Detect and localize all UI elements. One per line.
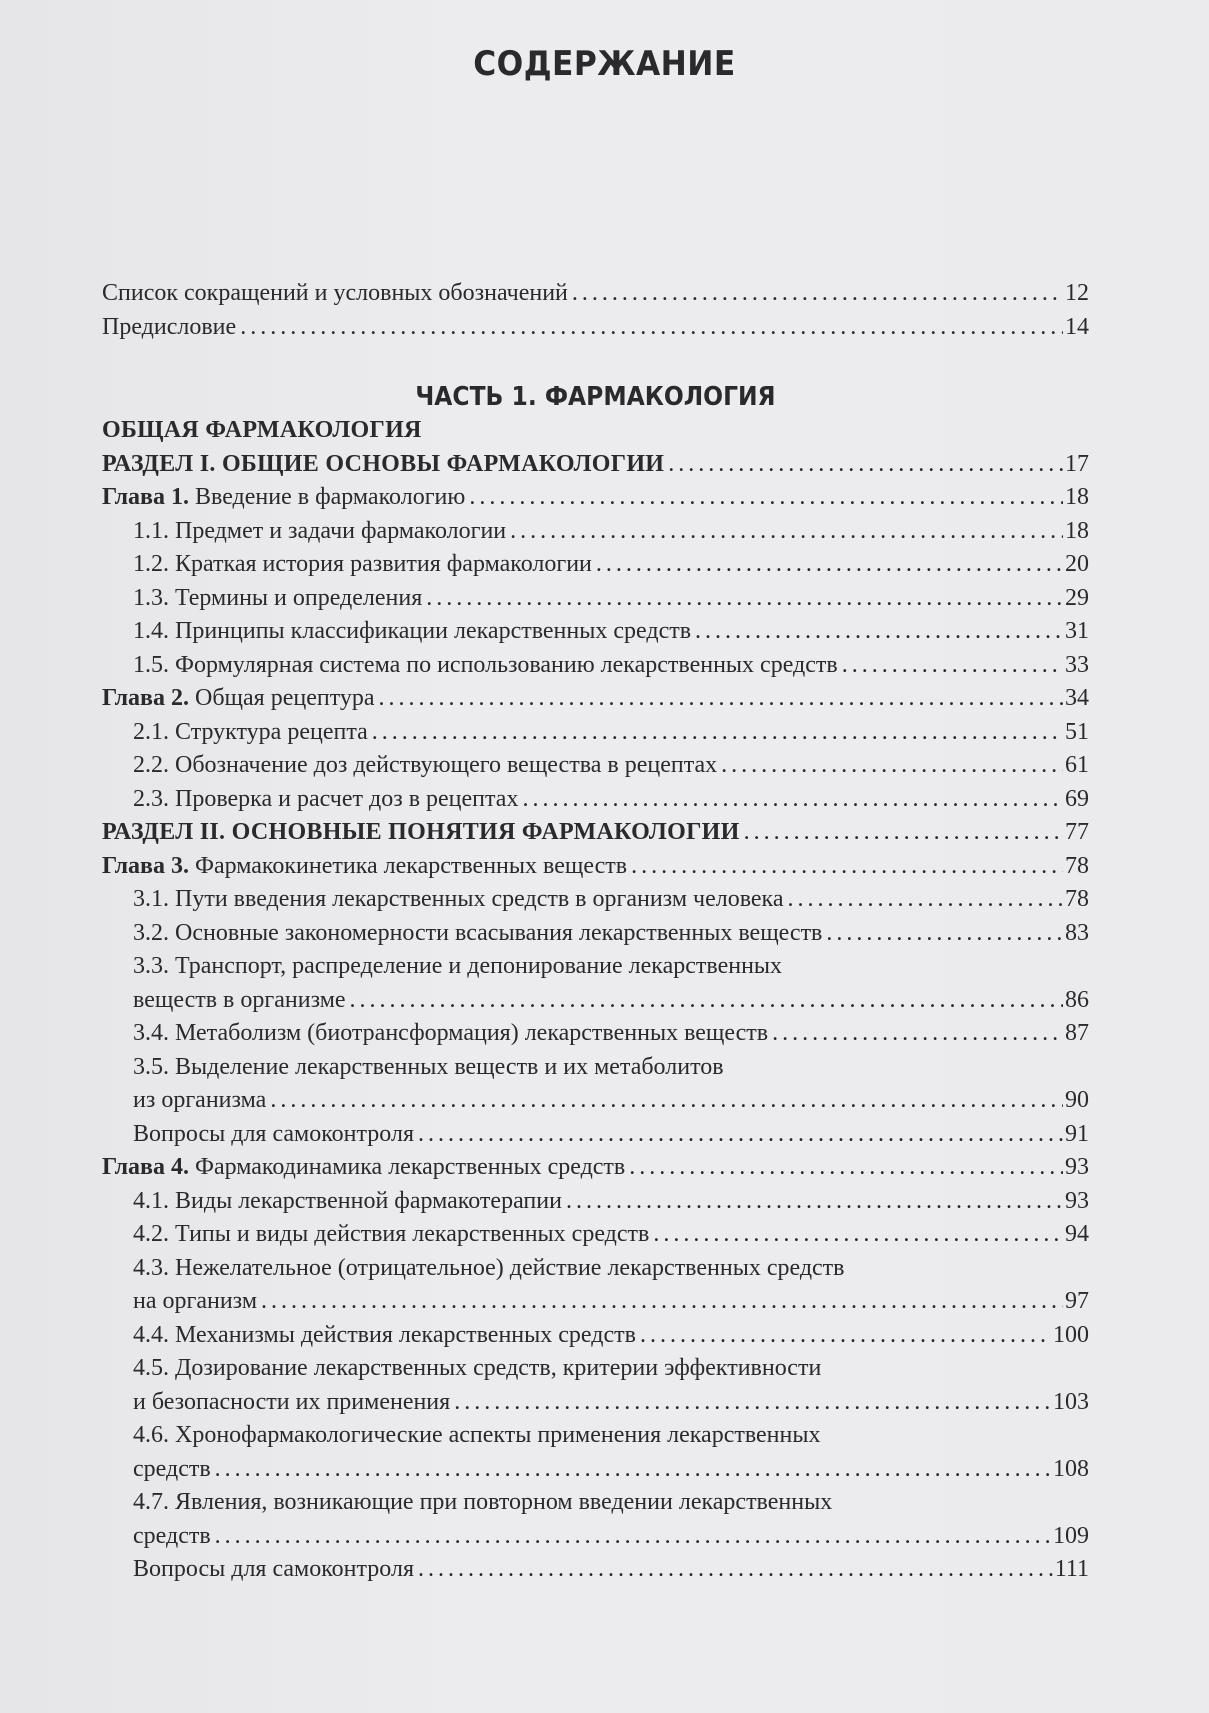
dot-leader: [842, 649, 1063, 683]
toc-item-text: 1.1. Предмет и задачи фармакологии: [133, 517, 507, 544]
page-number: 51: [1065, 718, 1089, 745]
toc-item-text: 3.3. Транспорт, распределение и депонирование лекарственных: [133, 953, 783, 979]
toc-entry-text: Предисловие: [102, 313, 237, 340]
toc-item-text: 3.5. Выделение лекарственных веществ и их метаболитов: [133, 1053, 724, 1080]
toc-item: [102, 1017, 1089, 1051]
toc-item-line-1: [102, 1352, 1089, 1386]
toc-item-line-2: [102, 1520, 1089, 1554]
toc-item-text: 1.4. Принципы классификации лекарственных средств: [133, 618, 692, 644]
page-number: 34: [1065, 685, 1089, 711]
toc-item-text: 4.3. Нежелательное (отрицательное) действие лекарственных средств: [133, 1254, 845, 1281]
toc-item: [102, 1185, 1089, 1219]
dot-leader: [788, 883, 1064, 917]
toc-entry-text: Список сокращений и условных обозначений: [102, 280, 568, 306]
page-number: 97: [1065, 1288, 1089, 1314]
toc-item-line-2: [102, 1285, 1089, 1319]
dot-leader: [668, 448, 1063, 482]
toc-item: [102, 515, 1089, 549]
dot-leader: [629, 1151, 1063, 1185]
chapter-title: Общая рецептура: [195, 685, 375, 711]
dot-leader: [426, 582, 1063, 616]
toc-item-questions: [102, 1118, 1089, 1152]
page-number: 20: [1065, 551, 1089, 577]
toc-entry-abbreviations: [102, 277, 1089, 311]
page-number: 69: [1065, 785, 1089, 812]
toc-item-text: 4.7. Явления, возникающие при повторном введении лекарственных: [133, 1489, 833, 1515]
chapter-label: Глава 2.: [102, 685, 189, 711]
toc-item: [102, 883, 1089, 917]
page-number: 94: [1065, 1221, 1089, 1247]
dot-leader: [631, 850, 1063, 884]
toc-item-text: веществ в организме: [133, 986, 346, 1013]
dot-leader: [826, 917, 1063, 951]
toc-item-line-1: [102, 1419, 1089, 1453]
general-heading: ОБЩАЯ ФАРМАКОЛОГИЯ: [102, 417, 422, 443]
dot-leader: [270, 1084, 1063, 1118]
toc-entry-preface: [102, 311, 1089, 345]
toc-item-line-1: [102, 950, 1089, 984]
toc-item: [102, 716, 1089, 750]
toc-item-text: Вопросы для самоконтроля: [133, 1556, 415, 1582]
toc-item-line-2: [102, 1386, 1089, 1420]
toc-item-text: из организма: [133, 1087, 267, 1113]
dot-leader: [695, 615, 1063, 649]
page-number: 109: [1053, 1522, 1089, 1549]
dot-leader: [772, 1017, 1063, 1051]
dot-leader: [572, 277, 1063, 311]
dot-leader: [653, 1218, 1063, 1252]
toc-item-text: средств: [133, 1522, 211, 1549]
dot-leader: [566, 1185, 1063, 1219]
page-number: 87: [1065, 1020, 1089, 1046]
toc-item-text: Вопросы для самоконтроля: [133, 1120, 415, 1147]
dot-leader: [510, 515, 1063, 549]
toc-item-text: 3.1. Пути введения лекарственных средств в организм человека: [133, 886, 784, 912]
page-number: 18: [1065, 484, 1089, 510]
page-number: 31: [1065, 618, 1089, 644]
page-number: 29: [1065, 584, 1089, 611]
page-number: 108: [1053, 1455, 1089, 1482]
page-number: 103: [1053, 1388, 1089, 1415]
table-of-contents: [102, 277, 1089, 1587]
toc-item-text: 2.2. Обозначение доз действующего вещества в рецептах: [133, 752, 718, 778]
toc-section-2: [102, 816, 1089, 850]
toc-item-text: 1.2. Краткая история развития фармакологии: [133, 551, 592, 577]
toc-item-text: на организм: [133, 1288, 258, 1314]
dot-leader: [215, 1453, 1051, 1487]
toc-chapter-2: [102, 682, 1089, 716]
toc-item: [102, 615, 1089, 649]
chapter-label: Глава 3.: [102, 852, 189, 879]
dot-leader: [721, 749, 1063, 783]
dot-leader: [596, 548, 1063, 582]
dot-leader: [372, 716, 1063, 750]
page-number: 78: [1065, 886, 1089, 912]
part-heading: ЧАСТЬ 1. ФАРМАКОЛОГИЯ: [415, 382, 776, 412]
dot-leader: [454, 1386, 1051, 1420]
section-heading: РАЗДЕЛ II. ОСНОВНЫЕ ПОНЯТИЯ ФАРМАКОЛОГИИ: [102, 819, 740, 845]
toc-item-text: 2.1. Структура рецепта: [133, 718, 368, 745]
page-number: 33: [1065, 651, 1089, 678]
toc-chapter-3: [102, 850, 1089, 884]
page-number: 18: [1065, 517, 1089, 544]
toc-item-text: 4.2. Типы и виды действия лекарственных средств: [133, 1221, 650, 1247]
page-title: СОДЕРЖАНИЕ: [473, 44, 736, 84]
toc-chapter-4: [102, 1151, 1089, 1185]
toc-item-text: 4.5. Дозирование лекарственных средств, критерии эффективности: [133, 1355, 822, 1381]
toc-item-text: 4.4. Механизмы действия лекарственных средств: [133, 1321, 636, 1348]
dot-leader: [522, 783, 1063, 817]
toc-item-text: средств: [133, 1455, 211, 1482]
toc-item: [102, 783, 1089, 817]
toc-item-text: 2.3. Проверка и расчет доз в рецептах: [133, 785, 519, 812]
page-number: 93: [1065, 1154, 1089, 1180]
page-number: 17: [1065, 450, 1089, 477]
toc-item-text: 3.4. Метаболизм (биотрансформация) лекарственных веществ: [133, 1020, 769, 1046]
toc-item: [102, 649, 1089, 683]
page-number: 61: [1065, 752, 1089, 778]
toc-item: [102, 917, 1089, 951]
toc-item-text: 1.3. Термины и определения: [133, 584, 423, 611]
chapter-title: Введение в фармакологию: [195, 484, 466, 510]
toc-item: [102, 1319, 1089, 1353]
dot-leader: [744, 816, 1063, 850]
dot-leader: [240, 311, 1063, 345]
dot-leader: [350, 984, 1063, 1018]
page-number: 91: [1065, 1120, 1089, 1147]
toc-item-line-1: [102, 1051, 1089, 1085]
chapter-title: Фармакокинетика лекарственных веществ: [195, 852, 628, 879]
toc-item: [102, 548, 1089, 582]
toc-item: [102, 749, 1089, 783]
chapter-title: Фармакодинамика лекарственных средств: [195, 1154, 626, 1180]
chapter-label: Глава 1.: [102, 484, 189, 510]
toc-item-text: 3.2. Основные закономерности всасывания лекарственных веществ: [133, 919, 823, 946]
page-number: 78: [1065, 852, 1089, 879]
page-number: 90: [1065, 1087, 1089, 1113]
chapter-label: Глава 4.: [102, 1154, 189, 1180]
dot-leader: [379, 682, 1063, 716]
dot-leader: [418, 1553, 1053, 1587]
toc-item-line-2: [102, 984, 1089, 1018]
dot-leader: [261, 1285, 1063, 1319]
toc-item-text: 1.5. Формулярная система по использованию лекарственных средств: [133, 651, 838, 678]
page-number: 12: [1065, 280, 1089, 306]
page-number: 93: [1065, 1187, 1089, 1214]
section-heading: РАЗДЕЛ I. ОБЩИЕ ОСНОВЫ ФАРМАКОЛОГИИ: [102, 450, 665, 477]
toc-item: [102, 1218, 1089, 1252]
dot-leader: [640, 1319, 1051, 1353]
toc-item-questions: [102, 1553, 1089, 1587]
toc-item: [102, 582, 1089, 616]
dot-leader: [469, 481, 1063, 515]
toc-item-line-1: [102, 1486, 1089, 1520]
toc-section-1: [102, 448, 1089, 482]
toc-item-text: 4.6. Хронофармакологические аспекты применения лекарственных: [133, 1422, 821, 1448]
dot-leader: [215, 1520, 1051, 1554]
toc-item-line-2: [102, 1084, 1089, 1118]
page-number: 111: [1054, 1556, 1089, 1582]
page-number: 100: [1053, 1321, 1089, 1348]
page-number: 83: [1065, 919, 1089, 946]
toc-item-line-2: [102, 1453, 1089, 1487]
page-number: 86: [1065, 986, 1089, 1013]
dot-leader: [418, 1118, 1063, 1152]
toc-item-line-1: [102, 1252, 1089, 1286]
toc-item-text: и безопасности их применения: [133, 1388, 451, 1415]
toc-chapter-1: [102, 481, 1089, 515]
page-number: 77: [1065, 819, 1089, 845]
toc-item-text: 4.1. Виды лекарственной фармакотерапии: [133, 1187, 562, 1214]
page-number: 14: [1065, 313, 1089, 340]
